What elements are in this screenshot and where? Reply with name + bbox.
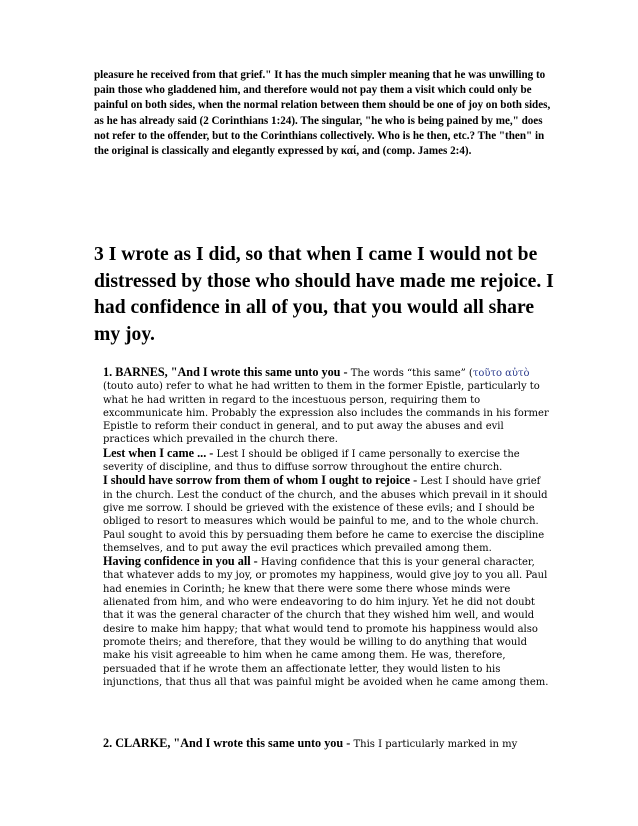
continued-commentary-paragraph: pleasure he received from that grief." It has the much simpler meaning that he was unwilling to pain those who gladdened him, and therefore would not pay them a visit which could only be painful on both sides, when the normal relation between them should be one of joy on both sides, as he has already said (2 Corinthians 1:24). The singular, "he who is being pained by me," does not refer to the offender, but to the Corinthians collectively. Who is he then, etc.? The "then" in the original is classically and elegantly expressed by καί, and (comp. James 2:4).: [94, 69, 551, 158]
barnes-paragraph-1: [94, 366, 550, 447]
clarke-text: This I particularly marked in my: [350, 739, 518, 750]
barnes-paragraph-3: [94, 474, 550, 555]
barnes-paragraph-2: [94, 447, 550, 475]
clarke-commentary: [94, 736, 550, 752]
barnes-p3-text: Lest I should have grief in the church. Lest the conduct of the church, and the abuses which prevail in it should give me sorrow. I should be grieved with the existence of these evils; and I should be obliged to resort to measures which would be painful to me, and to the whole church. Paul sought to avoid this by persuading them before he came to exercise the discipline themselves, and to put away the evil practices which prevailed among them.: [103, 476, 548, 554]
verse-heading: 3 I wrote as I did, so that when I came I would not be distressed by those who should have made me rejoice. I had confidence in all of you, that you would all share my joy.: [94, 244, 554, 345]
barnes-p2-lead: Lest when I came ... -: [103, 445, 214, 460]
barnes-text-a: The words “this same” (: [347, 368, 473, 379]
barnes-p4-lead: Having confidence in you all -: [103, 554, 258, 569]
barnes-commentary: [94, 366, 550, 689]
clarke-paragraph: [94, 736, 550, 752]
barnes-p4-text: Having confidence that this is your general character, that whatever adds to my joy, or promotes my happiness, would give joy to you all. Paul had enemies in Corinth; he knew that there were some there whose minds were alienated from him, and who were endeavoring to do him injury. Yet he did not doubt that it was the general character of the church that they wished him well, and would desire to make him happy; that what would tend to promote his happiness would also promote theirs; and therefore, that they would be willing to do anything that would make his visit agreeable to him when he came among them. He was, therefore, persuaded that if he wrote them an affectionate letter, they would listen to his injunctions, that thus all that was painful might be avoided when he came among them.: [103, 557, 549, 688]
greek-phrase: τοῦτο αὐτὸ: [472, 368, 530, 379]
clarke-lead: 2. CLARKE, "And I wrote this same unto you -: [103, 736, 351, 750]
barnes-text-b: (touto auto) refer to what he had written to them in the former Epistle, particularly to what he had written in regard to the incestuous person, requiring them to excommunicate him. Probably the expression also includes the commands in his former Epistle to reform their conduct in general, and to put away the abuses and evil practices which prevailed in the church there.: [103, 381, 549, 446]
barnes-paragraph-4: [94, 555, 550, 689]
barnes-p2-text: Lest I should be obliged if I came personally to exercise the severity of discipline, and thus to diffuse sorrow throughout the entire church.: [103, 448, 520, 474]
barnes-lead: 1. BARNES, "And I wrote this same unto you -: [103, 365, 348, 379]
barnes-p3-lead: I should have sorrow from them of whom I ought to rejoice -: [103, 473, 418, 488]
